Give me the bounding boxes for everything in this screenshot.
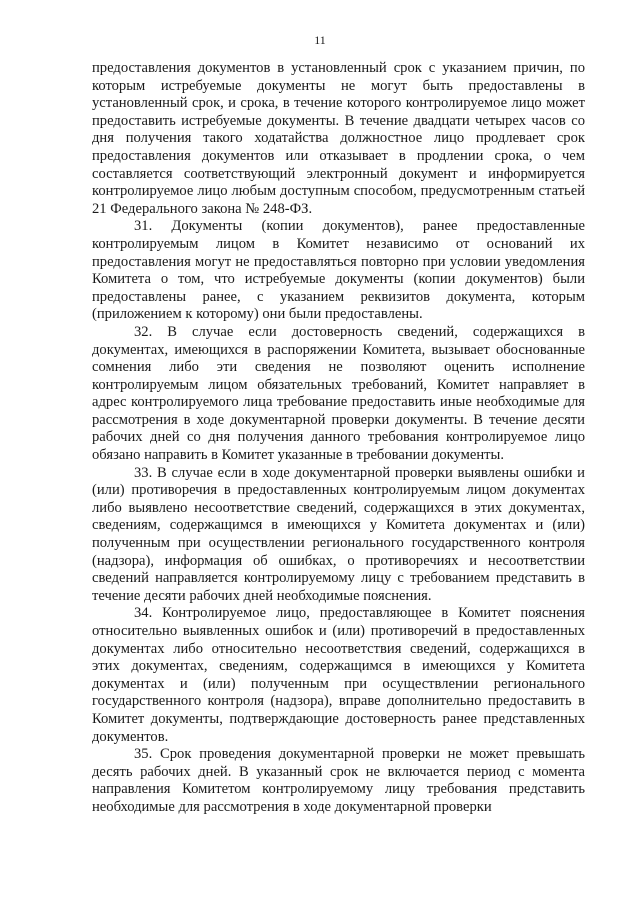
paragraph-item-34: 34. Контролируемое лицо, предоставляющее в Комитет пояснения относительно выявленных ошибок и (или) противоречий в предоставленных документах либо относительно несоответствия сведений, содержащихся в этих документах, сведениям, содержащимся в имеющихся у Комитета документах и (или) полученным при осуществлении регионального государственного контроля (надзора), вправе дополнительно предоставить в Комитет документы, подтверждающие достоверность ранее представленных документов. [92,605,585,745]
paragraph-continuation: предоставления документов в установленный срок с указанием причин, по которым истребуемые документы не могут быть предоставлены в установленный срок, и срока, в течение которого контролируемое лицо может предоставить истребуемые документы. В течение двадцати четырех часов со дня получения такого ходатайства должностное лицо продлевает срок предоставления документов или отказывает в продлении срока, о чем составляется соответствующий электронный документ и информируется контролируемое лицо любым доступным способом, предусмотренным статьей 21 Федерального закона № 248-ФЗ. [92,60,585,217]
document-body [92,60,585,817]
paragraph-item-35: 35. Срок проведения документарной проверки не может превышать десять рабочих дней. В указанный срок не включается период с момента направления Комитетом контролируемому лицу требования представить необходимые для рассмотрения в ходе документарной проверки [92,746,585,815]
paragraph-item-32: 32. В случае если достоверность сведений, содержащихся в документах, имеющихся в распоряжении Комитета, вызывает обоснованные сомнения либо эти сведения не позволяют оценить исполнение контролируемым лицом обязательных требований, Комитет направляет в адрес контролируемого лица требование предоставить иные необходимые для рассмотрения в ходе документарной проверки документы. В течение десяти рабочих дней со дня получения данного требования контролируемое лицо обязано направить в Комитет указанные в требовании документы. [92,323,585,464]
paragraph-item-31: 31. Документы (копии документов), ранее предоставленные контролируемым лицом в Комитет независимо от оснований их предоставления могут не предоставляться повторно при условии уведомления Комитета о том, что истребуемые документы (копии документов) были предоставлены ранее, с указанием реквизитов документа, которым (приложением к которому) они были предоставлены. [92,218,585,323]
paragraph-item-33: 33. В случае если в ходе документарной проверки выявлены ошибки и (или) противоречия в предоставленных контролируемым лицом документах либо выявлено несоответствие сведений, содержащихся в этих документах, сведениям, содержащимся в имеющихся у Комитета документах и (или) полученным при осуществлении регионального государственного контроля (надзора), информация об ошибках, о противоречиях и несоответствии сведений направляется контролируемому лицу с требованием представить в течение десяти рабочих дней необходимые пояснения. [92,464,585,604]
page-number: 11 [314,33,326,47]
